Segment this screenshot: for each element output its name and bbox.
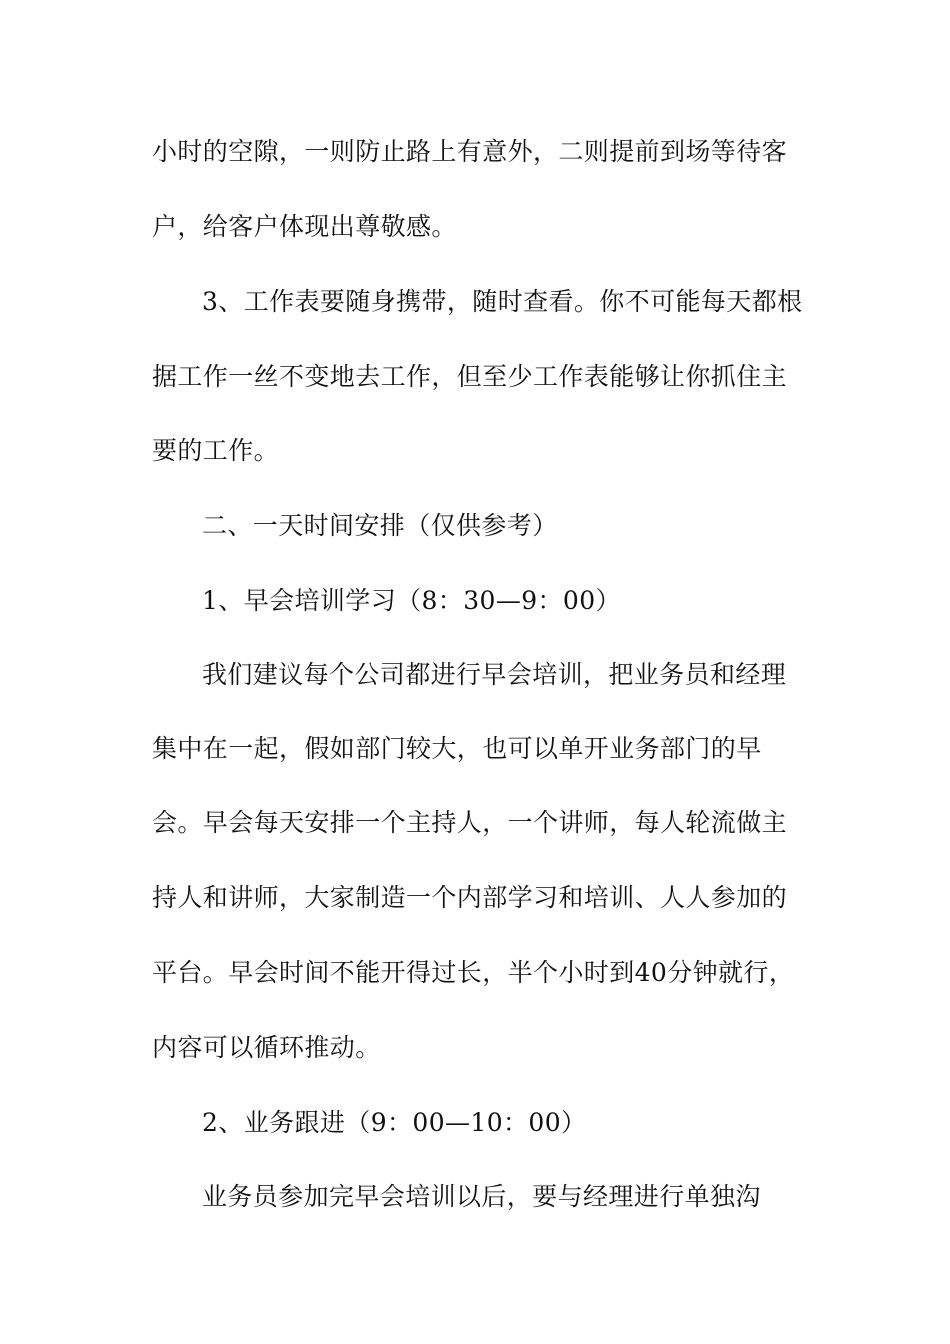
- paragraph-line: 我们建议每个公司都进行早会培训，把业务员和经理: [202, 660, 787, 689]
- paragraph-line: 持人和讲师，大家制造一个内部学习和培训、人人参加的: [152, 883, 788, 912]
- paragraph-line: 小时的空隙，一则防止路上有意外，二则提前到场等待客: [152, 137, 788, 166]
- paragraph-line: 据工作一丝不变地去工作，但至少工作表能够让你抓住主: [152, 362, 788, 391]
- subsection-heading: 2、业务跟进（9：00—10：00）: [202, 1108, 587, 1137]
- paragraph-line: 集中在一起，假如部门较大，也可以单开业务部门的早: [152, 734, 762, 763]
- paragraph-line: 会。早会每天安排一个主持人，一个讲师，每人轮流做主: [152, 808, 788, 837]
- paragraph-line: 要的工作。: [152, 436, 280, 465]
- section-heading: 二、一天时间安排（仅供参考）: [202, 511, 558, 540]
- paragraph-line: 业务员参加完早会培训以后，要与经理进行单独沟: [202, 1182, 761, 1211]
- paragraph-line: 平台。早会时间不能开得过长，半个小时到40分钟就行，: [152, 958, 795, 987]
- paragraph-line: 内容可以循环推动。: [152, 1033, 381, 1062]
- subsection-heading: 1、早会培训学习（8：30—9：00）: [202, 586, 621, 615]
- paragraph-line: 3、工作表要随身携带，随时查看。你不可能每天都根: [202, 287, 803, 316]
- paragraph-line: 户，给客户体现出尊敬感。: [152, 212, 457, 241]
